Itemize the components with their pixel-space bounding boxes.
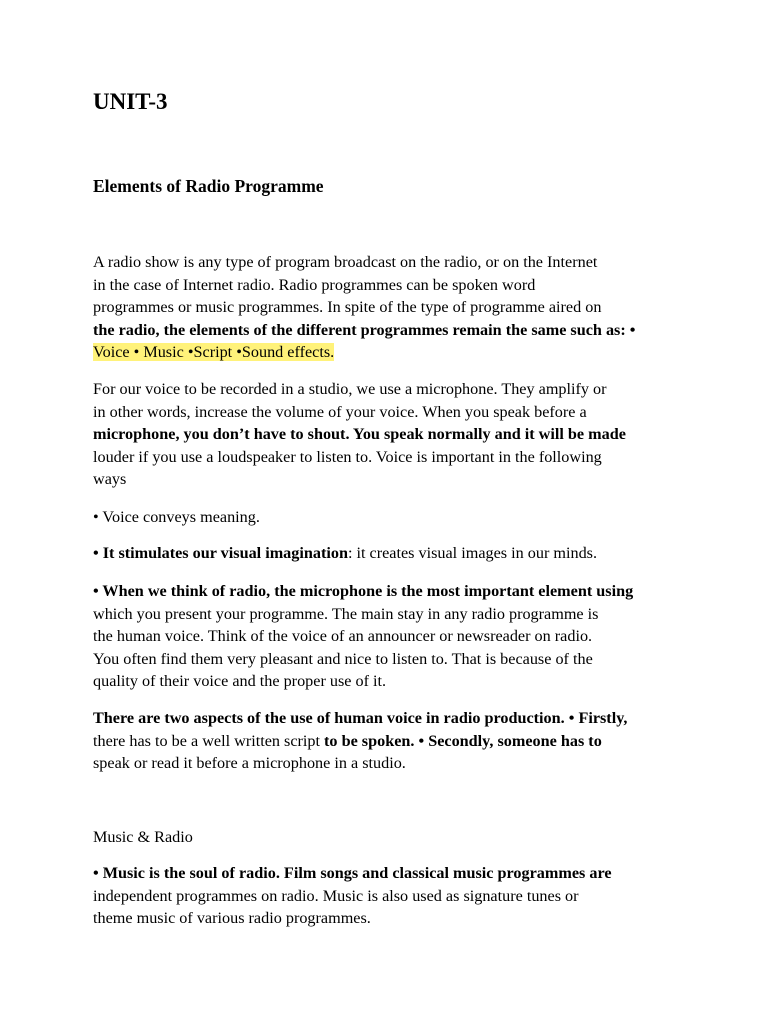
intro-line-1: A radio show is any type of program broadcast on the radio, or on the Internet [93, 253, 598, 271]
aspects-line-2-bold: to be spoken. • Secondly, someone has to [324, 731, 602, 750]
voice-line-2: in other words, increase the volume of your voice. When you speak before a [93, 402, 587, 421]
intro-line-2: in the case of Internet radio. Radio programmes can be spoken word [93, 275, 536, 294]
elements-highlight: Voice • Music •Script •Sound effects. [93, 343, 335, 362]
bullet-voice-meaning-text: • Voice conveys meaning. [93, 508, 260, 526]
microphone-paragraph [93, 580, 633, 693]
aspects-line-3: speak or read it before a microphone in a studio. [93, 754, 406, 773]
intro-line-4: the radio, the elements of the different programmes remain the same such as: • [93, 320, 636, 339]
bullet-visual-imagination [93, 542, 597, 565]
microphone-line-2: which you present your programme. The main stay in any radio programme is [93, 604, 599, 623]
section-title: Elements of Radio Programme [93, 176, 324, 196]
music-line-2: independent programmes on radio. Music is also used as signature tunes or [93, 886, 579, 905]
music-line-3: theme music of various radio programmes. [93, 909, 371, 928]
bullet-imagination-bold: • It stimulates our visual imagination [93, 544, 348, 562]
bullet-voice-meaning [93, 506, 260, 529]
aspects-line-2-start: there has to be a well written script [93, 731, 325, 750]
music-paragraph [93, 862, 612, 930]
intro-line-3: programmes or music programmes. In spite of the type of programme aired on [93, 298, 602, 317]
music-heading-text: Music & Radio [93, 828, 193, 846]
music-line-1: • Music is the soul of radio. Film songs and classical music programmes are [93, 864, 612, 882]
voice-paragraph [93, 378, 626, 491]
aspects-paragraph [93, 707, 627, 775]
microphone-line-3: the human voice. Think of the voice of an announcer or newsreader on radio. [93, 627, 593, 646]
intro-paragraph [93, 251, 635, 364]
bullet-imagination-rest: : it creates visual images in our minds. [347, 544, 598, 562]
microphone-line-1: • When we think of radio, the microphone is the most important element using [93, 582, 634, 600]
music-heading [93, 826, 193, 849]
unit-title: UNIT-3 [93, 89, 168, 114]
voice-line-4: louder if you use a loudspeaker to listen to. Voice is important in the following [93, 447, 602, 466]
voice-line-3: microphone, you don’t have to shout. You speak normally and it will be made [93, 425, 626, 444]
microphone-line-4: You often find them very pleasant and nice to listen to. That is because of the [93, 649, 593, 668]
voice-line-1: For our voice to be recorded in a studio, we use a microphone. They amplify or [93, 380, 607, 398]
microphone-line-5: quality of their voice and the proper use of it. [93, 672, 387, 691]
voice-line-5: ways [93, 470, 127, 489]
aspects-line-1: There are two aspects of the use of human voice in radio production. • Firstly, [93, 709, 628, 727]
